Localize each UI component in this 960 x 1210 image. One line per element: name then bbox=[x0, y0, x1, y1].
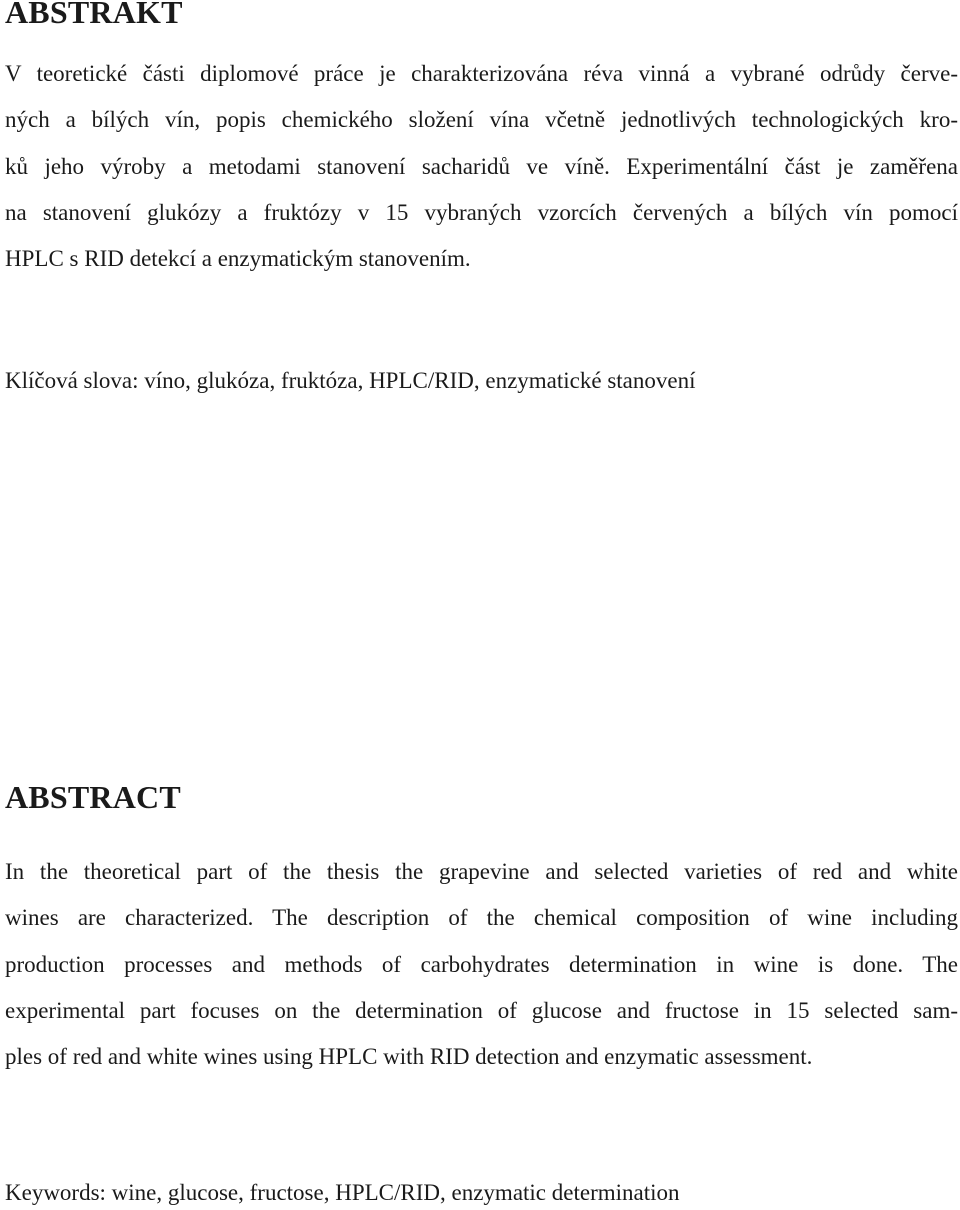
paragraph-line: In the theoretical part of the thesis the grapevine and selected varieties of red and white bbox=[5, 859, 958, 884]
english-abstract-paragraph bbox=[5, 849, 958, 1080]
czech-abstract-paragraph bbox=[5, 51, 958, 282]
czech-abstract-heading: ABSTRAKT bbox=[5, 0, 183, 30]
paragraph-line: production processes and methods of carbohydrates determination in wine is done. The bbox=[5, 951, 958, 977]
english-keywords: Keywords: wine, glucose, fructose, HPLC/RID, enzymatic determination bbox=[5, 1180, 680, 1205]
paragraph-line: ných a bílých vín, popis chemického složení vína včetně jednotlivých technologických kro- bbox=[5, 107, 958, 133]
paragraph-line: HPLC s RID detekcí a enzymatickým stanovením. bbox=[5, 246, 471, 272]
paragraph-line: wines are characterized. The description of the chemical composition of wine including bbox=[5, 905, 958, 931]
paragraph-line: ků jeho výroby a metodami stanovení sacharidů ve víně. Experimentální část je zaměřena bbox=[5, 153, 958, 179]
paragraph-line: V teoretické části diplomové práce je charakterizována réva vinná a vybrané odrůdy červe- bbox=[5, 61, 958, 86]
paragraph-line: na stanovení glukózy a fruktózy v 15 vybraných vzorcích červených a bílých vín pomocí bbox=[5, 199, 958, 225]
czech-keywords: Klíčová slova: víno, glukóza, fruktóza, HPLC/RID, enzymatické stanovení bbox=[5, 368, 696, 393]
english-abstract-heading: ABSTRACT bbox=[5, 779, 181, 815]
paragraph-line: experimental part focuses on the determination of glucose and fructose in 15 selected sam- bbox=[5, 997, 958, 1023]
paragraph-line: ples of red and white wines using HPLC with RID detection and enzymatic assessment. bbox=[5, 1044, 813, 1070]
